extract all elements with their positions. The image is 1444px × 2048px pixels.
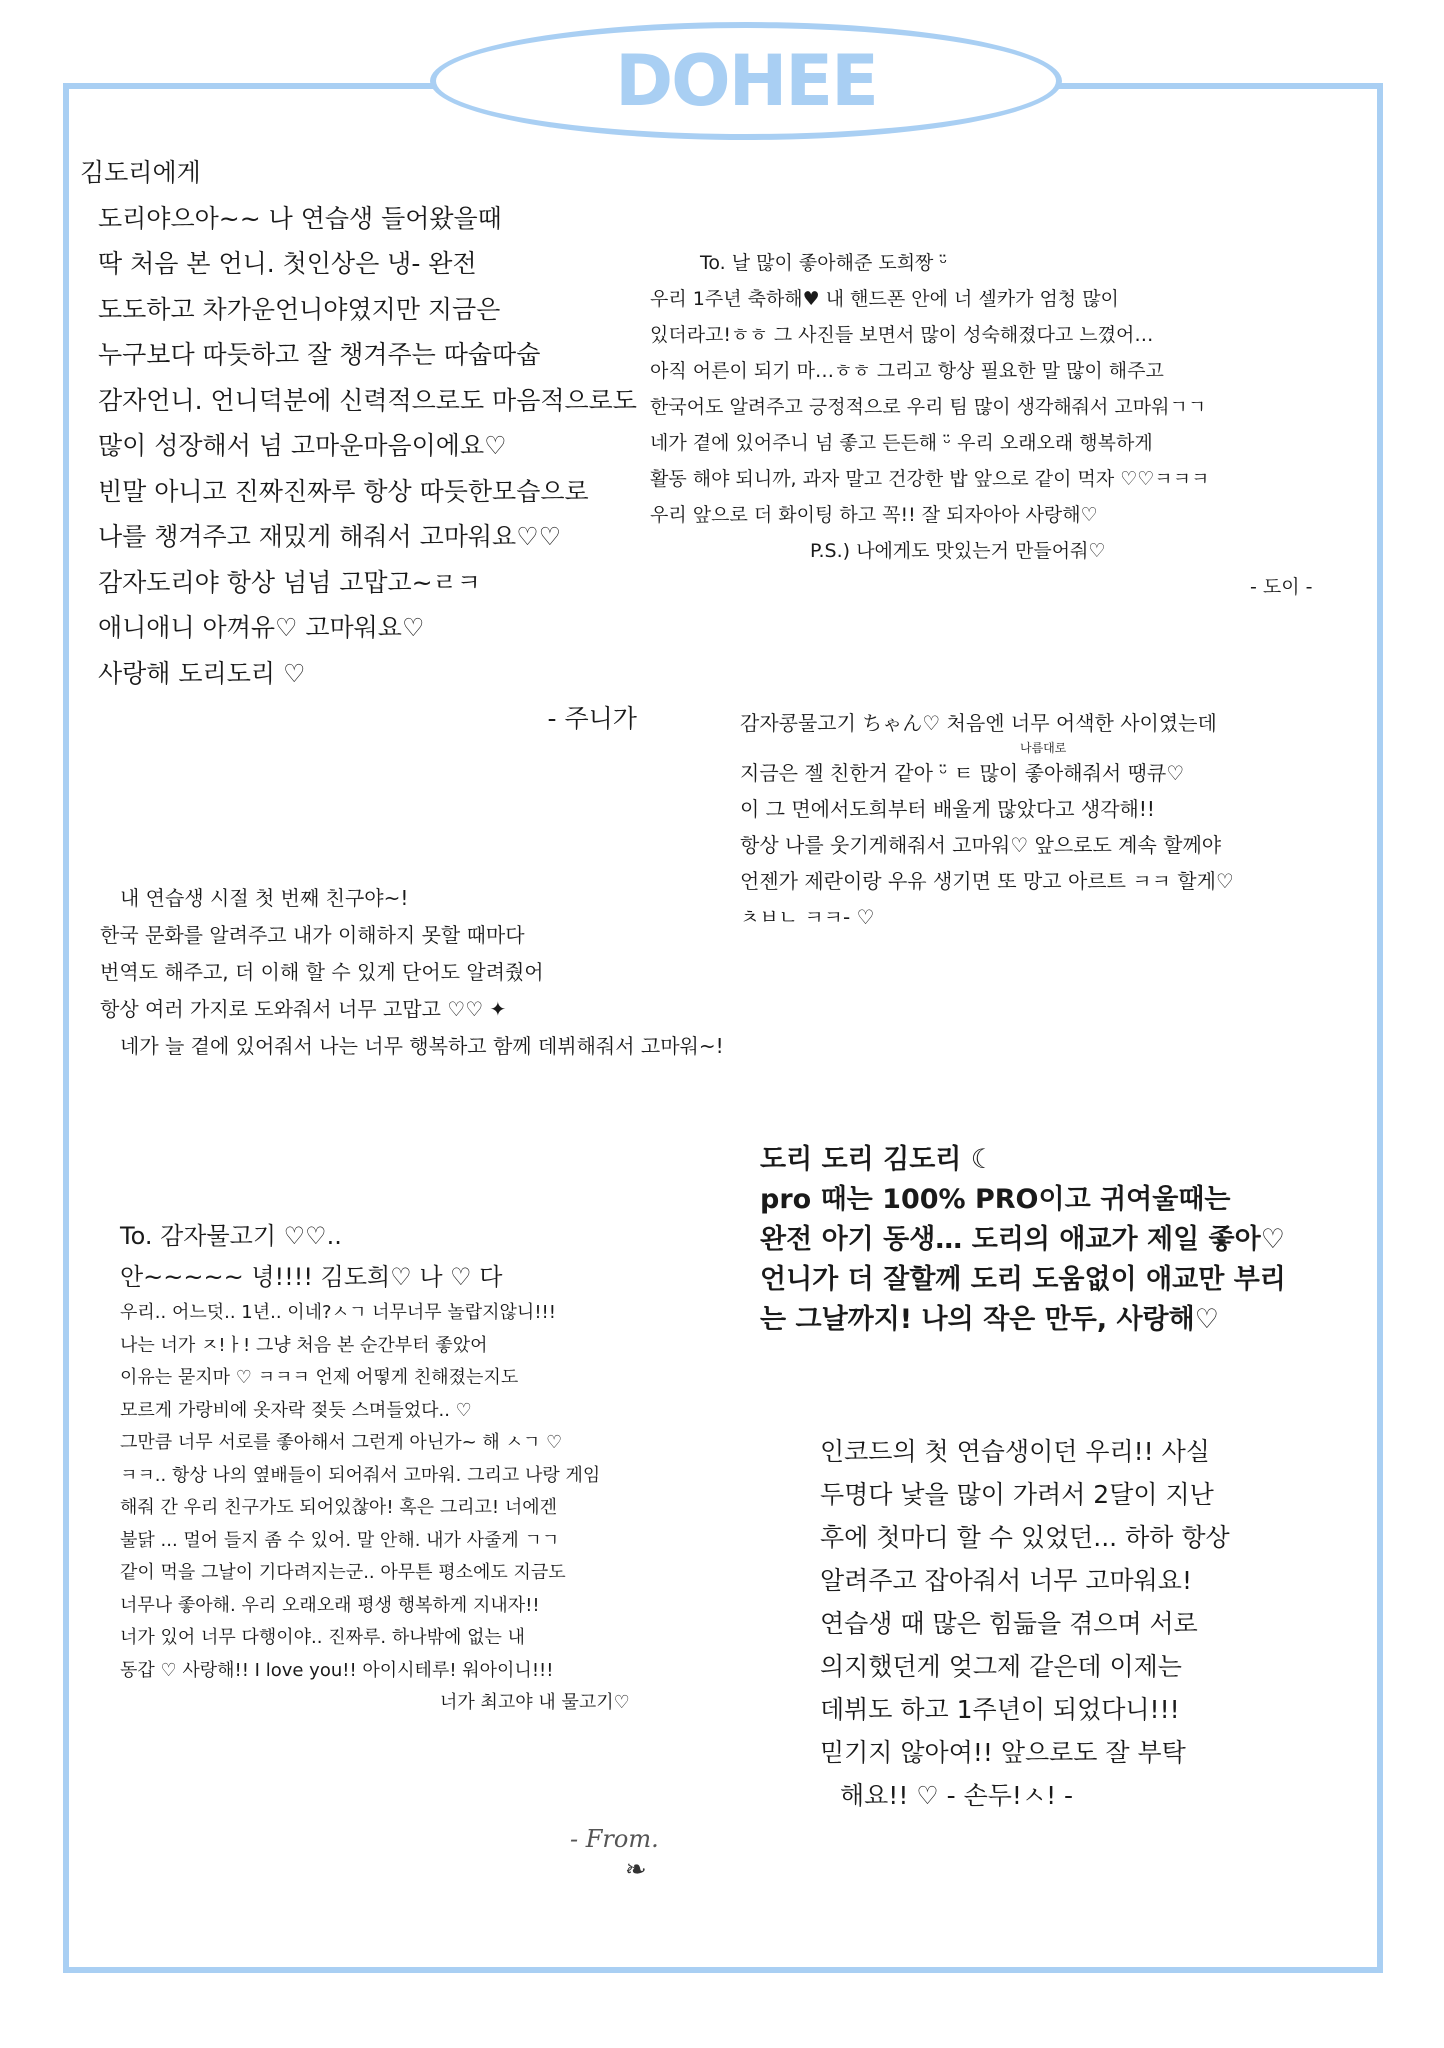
note-line: 있더라고!ㅎㅎ 그 사진들 보면서 많이 성숙해졌다고 느꼈어… xyxy=(650,324,1154,346)
note-line: 는 그날까지! 나의 작은 만두, 사랑해♡ xyxy=(760,1304,1219,1335)
note-line: 언니가 더 잘할께 도리 도움없이 애교만 부리 xyxy=(760,1264,1286,1295)
note-line: 감자콩물고기 ちゃん♡ 처음엔 너무 어색한 사이였는데 xyxy=(740,711,1217,735)
note-line: 불닭 ... 멀어 들지 좀 수 있어. 말 안해. 내가 사줄게 ㄱㄱ xyxy=(120,1529,560,1551)
letter-note-5 xyxy=(760,1140,1286,1340)
note-line: To. 날 많이 좋아해준 도희짱 ᵕ̈ xyxy=(700,252,948,274)
title-oval xyxy=(430,22,1062,140)
note-signature: ㅊㅂㄴ ㅋㅋ- ♡ xyxy=(740,905,875,929)
note-line: 도도하고 차가운언니야였지만 지금은 xyxy=(98,294,501,324)
note-line: 한국 문화를 알려주고 내가 이해하지 못할 때마다 xyxy=(100,923,525,947)
note-line: 의지했던게 엊그제 같은데 이제는 xyxy=(820,1652,1182,1681)
from-label: - From. xyxy=(570,1825,659,1853)
letter-note-3 xyxy=(740,705,1234,935)
note-line: 빈말 아니고 진짜진짜루 항상 따듯한모습으로 xyxy=(98,476,589,506)
note-line: 이유는 묻지마 ♡ ㅋㅋㅋ 언제 어떻게 친해졌는지도 xyxy=(120,1367,519,1388)
note-line: 도리야으아~~ 나 연습생 들어왔을때 xyxy=(98,203,502,233)
note-line: 연습생 때 많은 힘듦을 겪으며 서로 xyxy=(820,1609,1198,1638)
note-line: 누구보다 따듯하고 잘 챙겨주는 따숩따숩 xyxy=(98,340,541,369)
ribbon-icon: ❧ xyxy=(625,1855,647,1885)
letter-note-7 xyxy=(820,1430,1230,1817)
note-line: 데뷔도 하고 1주년이 되었다니!!! xyxy=(820,1695,1180,1724)
note-line: 김도리에게 xyxy=(80,158,201,187)
note-line: 항상 여러 가지로 도와줘서 너무 고맙고 ♡♡ ✦ xyxy=(100,997,507,1021)
note-line: 해줘 간 우리 친구가도 되어있찮아! 혹은 그리고! 너에겐 xyxy=(120,1497,558,1518)
note-line: 해요!! ♡ - 손두!ㅅ! - xyxy=(840,1781,1074,1810)
note-line: To. 감자물고기 ♡♡.. xyxy=(120,1222,342,1250)
note-line: 같이 먹을 그날이 기다려지는군.. 아무튼 평소에도 지금도 xyxy=(120,1562,566,1583)
note-line: 동갑 ♡ 사랑해!! I love you!! 아이시테루! 워아이니!!! xyxy=(120,1659,554,1681)
note-line: 딱 처음 본 언니. 첫인상은 냉- 완전 xyxy=(98,249,477,278)
letter-note-4 xyxy=(100,880,724,1065)
note-line: 감자도리야 항상 넘넘 고맙고~ㄹㅋ xyxy=(98,567,481,597)
letter-note-2 xyxy=(650,245,1313,605)
note-line: 너무나 좋아해. 우리 오래오래 평생 행복하게 지내자!! xyxy=(120,1594,540,1616)
note-line: 안~~~~~ 녕!!!! 김도희♡ 나 ♡ 다 xyxy=(120,1263,503,1291)
note-line: 나를 챙겨주고 재밌게 해줘서 고마워요♡♡ xyxy=(98,522,562,551)
note-line: 번역도 해주고, 더 이해 할 수 있게 단어도 알려줬어 xyxy=(100,960,544,984)
note-line: 나름대로 xyxy=(1020,741,1067,755)
note-line: 우리.. 어느덧.. 1년.. 이네?ㅅㄱ 너무너무 놀랍지않니!!! xyxy=(120,1302,556,1323)
page-title: DOHEE xyxy=(615,40,877,122)
note-line: 애니애니 아껴유♡ 고마워요♡ xyxy=(98,613,425,642)
letter-note-6 xyxy=(120,1215,630,1720)
note-line: 이 그 면에서도희부터 배울게 많았다고 생각해!! xyxy=(740,797,1155,821)
note-line: 네가 늘 곁에 있어줘서 나는 너무 행복하고 함께 데뷔해줘서 고마워~! xyxy=(120,1034,724,1058)
note-line: 내 연습생 시절 첫 번째 친구야~! xyxy=(120,886,409,910)
note-line: 믿기지 않아여!! 앞으로도 잘 부탁 xyxy=(820,1738,1186,1767)
note-signature: - 주니가 xyxy=(547,704,637,733)
note-line: 네가 곁에 있어주니 넘 좋고 든든해 ᵕ̈ 우리 오래오래 행복하게 xyxy=(650,432,1153,454)
note-line: 우리 1주년 축하해♥ 내 핸드폰 안에 너 셀카가 엄청 많이 xyxy=(650,288,1119,310)
note-line: pro 때는 100% PRO이고 귀여울때는 xyxy=(760,1184,1231,1215)
note-line: 도리 도리 김도리 ☾ xyxy=(760,1144,995,1175)
note-line: 활동 해야 되니까, 과자 말고 건강한 밥 앞으로 같이 먹자 ♡♡ㅋㅋㅋ xyxy=(650,468,1210,490)
note-signature: 너가 최고야 내 물고기♡ xyxy=(440,1692,630,1713)
note-line: 한국어도 알려주고 긍정적으로 우리 팀 많이 생각해줘서 고마워ㄱㄱ xyxy=(650,396,1207,418)
note-line: 감자언니. 언니덕분에 신력적으로도 마음적으로도 xyxy=(98,385,637,415)
note-line: 나는 너가 ㅈ!ㅏ! 그냥 처음 본 순간부터 좋았어 xyxy=(120,1334,488,1356)
note-line: 완전 아기 동생… 도리의 애교가 제일 좋아♡ xyxy=(760,1224,1285,1255)
letter-note-1 xyxy=(80,150,637,742)
note-line: 알려주고 잡아줘서 너무 고마워요! xyxy=(820,1566,1192,1595)
note-line: 우리 앞으로 더 화이팅 하고 꼭!! 잘 되자아아 사랑해♡ xyxy=(650,504,1098,526)
note-line: P.S.) 나에게도 맛있는거 만들어줘♡ xyxy=(810,540,1106,562)
note-line: 너가 있어 너무 다행이야.. 진짜루. 하나밖에 없는 내 xyxy=(120,1627,525,1648)
note-line: 사랑해 도리도리 ♡ xyxy=(98,658,306,688)
note-signature: - 도이 - xyxy=(1250,576,1313,598)
note-line: 지금은 젤 친한거 같아 ᵕ̈ ㅌ 많이 좋아해줘서 땡큐♡ xyxy=(740,761,1185,785)
note-line: 아직 어른이 되기 마…ㅎㅎ 그리고 항상 필요한 말 많이 해주고 xyxy=(650,360,1164,382)
note-line: 두명다 낯을 많이 가려서 2달이 지난 xyxy=(820,1480,1214,1509)
note-line: 인코드의 첫 연습생이던 우리!! 사실 xyxy=(820,1437,1210,1466)
note-line: 항상 나를 웃기게해줘서 고마워♡ 앞으로도 계속 할께야 xyxy=(740,833,1222,857)
note-line: ㅋㅋ.. 항상 나의 옆배들이 되어줘서 고마워. 그리고 나랑 게임 xyxy=(120,1464,601,1486)
note-line: 언젠가 제란이랑 우유 생기면 또 망고 아르트 ㅋㅋ 할게♡ xyxy=(740,869,1234,893)
note-line: 후에 첫마디 할 수 있었던... 하하 항상 xyxy=(820,1523,1230,1552)
note-line: 많이 성장해서 넘 고마운마음이에요♡ xyxy=(98,431,507,460)
note-line: 그만큼 너무 서로를 좋아해서 그런게 아닌가~ 해 ㅅㄱ ♡ xyxy=(120,1432,563,1453)
note-line: 모르게 가랑비에 옷자락 젖듯 스며들었다.. ♡ xyxy=(120,1399,472,1421)
